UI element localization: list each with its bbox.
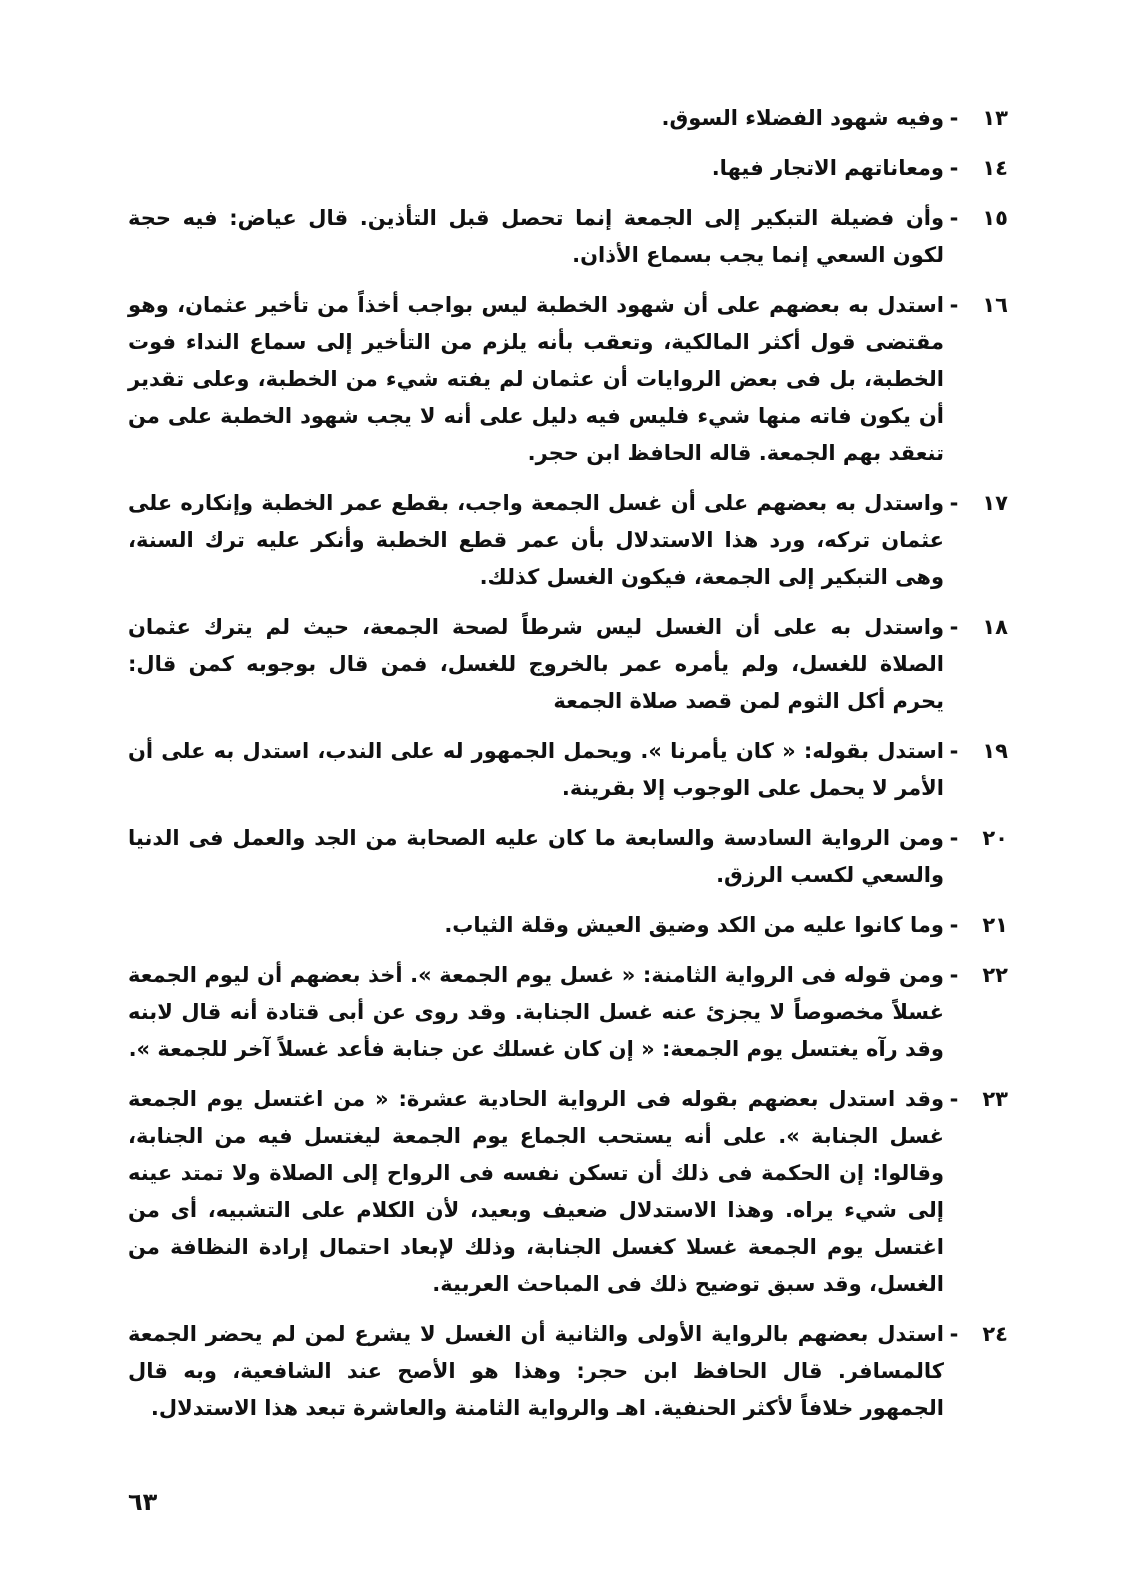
item-dash: - — [949, 491, 959, 515]
item-text: وفيه شهود الفضلاء السوق. — [661, 106, 944, 130]
list-item — [128, 287, 1008, 472]
list-item — [128, 820, 1008, 894]
item-text: وقد استدل بعضهم بقوله فى الرواية الحادية عشرة: « من اغتسل يوم الجمعة غسل الجنابة ». على أنه يستحب الجماع يوم الجمعة ليغتسل فيه من الجنابة، وقالوا: إن الحكمة فى ذلك أن تسكن نفسه فى الرواح إلى الصلاة ولا تمتد عينه إلى شيء يراه. وهذا الاستدلال ضعيف وبعيد، لأن الكلام على التشبيه، أى من اغتسل يوم الجمعة غسلا كغسل الجنابة، وذلك لإبعاد احتمال إرادة النظافة من الغسل، وقد سبق توضيح ذلك فى المباحث العربية. — [128, 1087, 944, 1296]
item-dash: - — [949, 913, 959, 937]
list-item — [128, 100, 1008, 137]
item-dash: - — [949, 293, 959, 317]
item-number: ١٧ — [982, 491, 1008, 515]
item-number: ٢٠ — [982, 826, 1008, 850]
item-text: وما كانوا عليه من الكد وضيق العيش وقلة الثياب. — [444, 913, 944, 937]
item-text: ومن الرواية السادسة والسابعة ما كان عليه الصحابة من الجد والعمل فى الدنيا والسعي لكسب الرزق. — [128, 826, 944, 887]
item-dash: - — [949, 1322, 959, 1346]
list-item — [128, 907, 1008, 944]
list-item — [128, 485, 1008, 596]
item-dash: - — [949, 615, 959, 639]
item-number: ٢٤ — [982, 1322, 1008, 1346]
item-number: ١٤ — [982, 156, 1008, 180]
document-page — [128, 100, 1008, 1440]
item-dash: - — [949, 963, 959, 987]
item-dash: - — [949, 1087, 959, 1111]
item-number: ٢٢ — [982, 963, 1008, 987]
item-dash: - — [949, 826, 959, 850]
item-text: استدل به بعضهم على أن شهود الخطبة ليس بواجب أخذاً من تأخير عثمان، وهو مقتضى قول أكثر المالكية، وتعقب بأنه يلزم من التأخير إلى سماع النداء فوت الخطبة، بل فى بعض الروايات أن عثمان لم يفته شيء من الخطبة، وعلى تقدير أن يكون فاته منها شيء فليس فيه دليل على أنه لا يجب شهود الخطبة على من تنعقد بهم الجمعة. قاله الحافظ ابن حجر. — [128, 293, 944, 465]
list-item — [128, 609, 1008, 720]
item-dash: - — [949, 739, 959, 763]
list-item — [128, 1316, 1008, 1427]
item-dash: - — [949, 156, 959, 180]
item-text: واستدل به على أن الغسل ليس شرطاً لصحة الجمعة، حيث لم يترك عثمان الصلاة للغسل، ولم يأمره عمر بالخروج للغسل، فمن قال بوجوبه كمن قال: يحرم أكل الثوم لمن قصد صلاة الجمعة — [128, 615, 944, 713]
page-number: ٦٣ — [128, 1488, 158, 1516]
item-number: ١٦ — [982, 293, 1008, 317]
item-number: ٢١ — [982, 913, 1008, 937]
item-text: استدل بقوله: « كان يأمرنا ». ويحمل الجمهور له على الندب، استدل به على أن الأمر لا يحمل على الوجوب إلا بقرينة. — [128, 739, 944, 800]
item-dash: - — [949, 106, 959, 130]
list-item — [128, 200, 1008, 274]
item-dash: - — [949, 206, 959, 230]
list-item — [128, 1081, 1008, 1303]
item-number: ١٨ — [982, 615, 1008, 639]
item-number: ٢٣ — [982, 1087, 1008, 1111]
item-text: واستدل به بعضهم على أن غسل الجمعة واجب، بقطع عمر الخطبة وإنكاره على عثمان تركه، ورد هذا الاستدلال بأن عمر قطع الخطبة وأنكر عليه ترك السنة، وهى التبكير إلى الجمعة، فيكون الغسل كذلك. — [128, 491, 944, 589]
item-text: ومعاناتهم الاتجار فيها. — [711, 156, 944, 180]
item-text: ومن قوله فى الرواية الثامنة: « غسل يوم الجمعة ». أخذ بعضهم أن ليوم الجمعة غسلاً مخصوصاً لا يجزئ عنه غسل الجنابة. وقد روى عن أبى قتادة أنه قال لابنه وقد رآه يغتسل يوم الجمعة: « إن كان غسلك عن جنابة فأعد غسلاً آخر للجمعة ». — [128, 963, 944, 1061]
list-item — [128, 957, 1008, 1068]
list-item — [128, 150, 1008, 187]
item-number: ١٥ — [982, 206, 1008, 230]
item-text: استدل بعضهم بالرواية الأولى والثانية أن الغسل لا يشرع لمن لم يحضر الجمعة كالمسافر. قال الحافظ ابن حجر: وهذا هو الأصح عند الشافعية، وبه قال الجمهور خلافاً لأكثر الحنفية. اهـ والرواية الثامنة والعاشرة تبعد هذا الاستدلال. — [128, 1322, 944, 1420]
item-number: ١٣ — [982, 106, 1008, 130]
item-text: وأن فضيلة التبكير إلى الجمعة إنما تحصل قبل التأذين. قال عياض: فيه حجة لكون السعي إنما يجب بسماع الأذان. — [128, 206, 944, 267]
item-number: ١٩ — [982, 739, 1008, 763]
list-item — [128, 733, 1008, 807]
